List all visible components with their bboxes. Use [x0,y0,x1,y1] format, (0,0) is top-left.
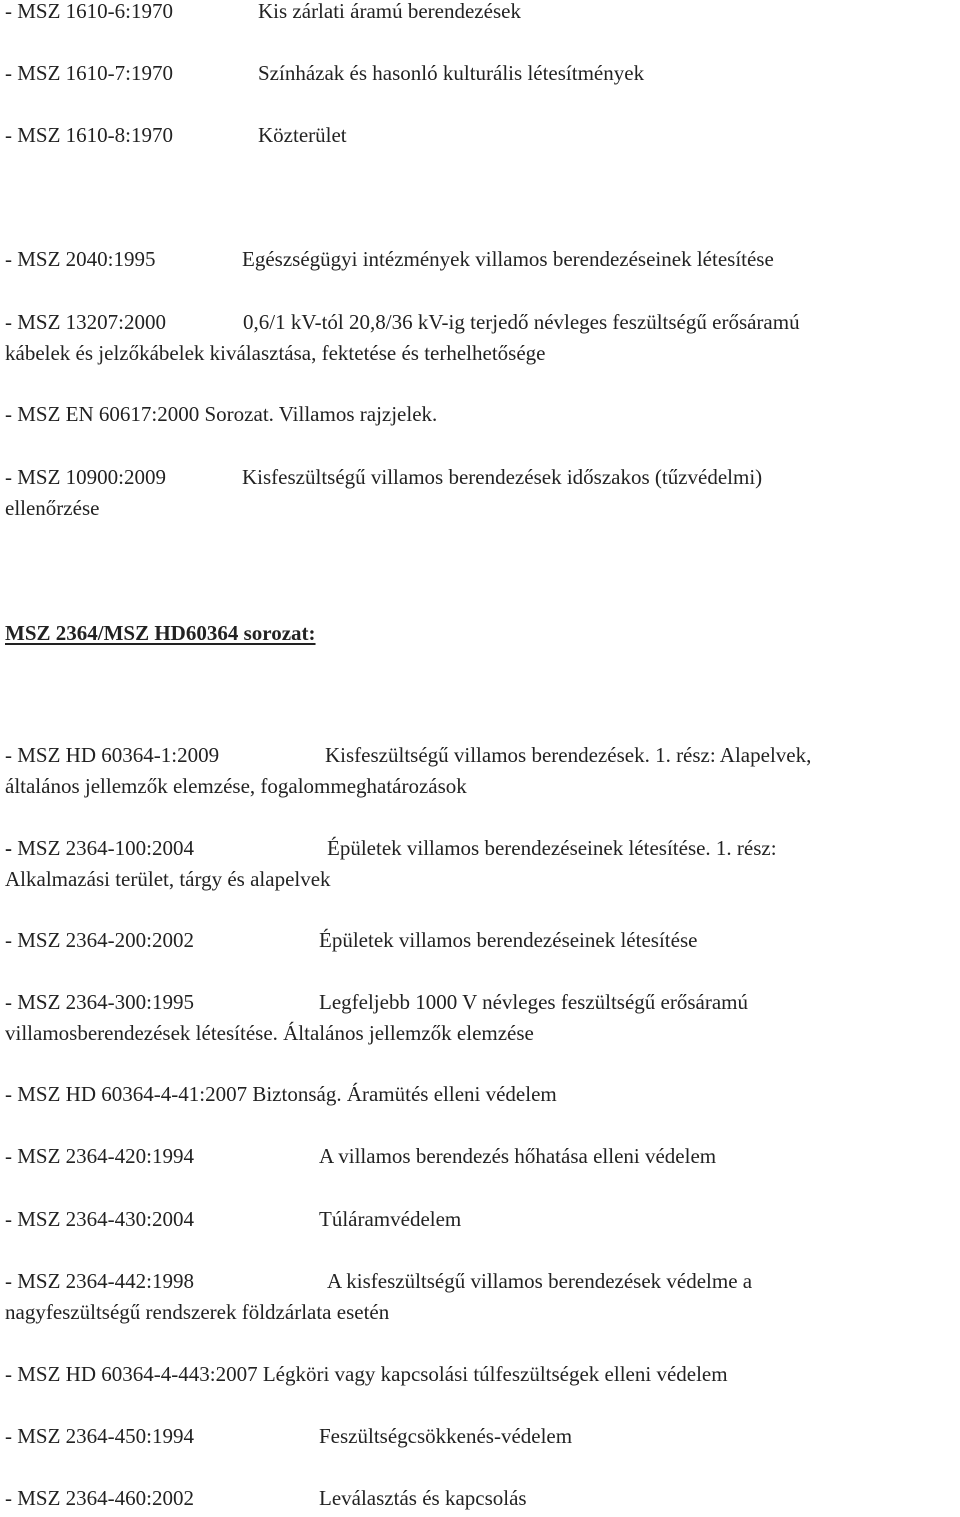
standard-title: Egészségügyi intézmények villamos berendezéseinek létesítése [242,247,774,271]
standard-code: - MSZ 2364-442:1998 [5,1269,194,1293]
standard-entry [5,399,960,430]
standard-title-continued: nagyfeszültségű rendszerek földzárlata esetén [5,1300,390,1324]
standard-entry [5,462,960,524]
standard-title: 0,6/1 kV-tól 20,8/36 kV-ig terjedő névleges feszültségű erősáramú [243,310,800,334]
standard-title: Kisfeszültségű villamos berendezések. 1. rész: Alapelvek, [325,743,812,767]
standard-entry [5,1359,960,1390]
standard-code: - MSZ HD 60364-4-41:2007 Biztonság. Áramütés elleni védelem [5,1082,557,1106]
standard-title-continued: kábelek és jelzőkábelek kiválasztása, fektetése és terhelhetősége [5,341,546,365]
standard-entry [5,58,960,89]
standard-code: - MSZ HD 60364-1:2009 [5,743,220,767]
standard-entry [5,1483,960,1514]
standard-title: Kis zárlati áramú berendezések [258,0,521,23]
standard-title: Legfeljebb 1000 V névleges feszültségű erősáramú [319,990,749,1014]
standard-code: - MSZ 2364-460:2002 [5,1486,194,1510]
standard-entry [5,925,960,956]
standard-code: - MSZ 2364-430:2004 [5,1207,194,1231]
standard-entry [5,244,960,275]
standard-entry [5,833,960,895]
standard-code: - MSZ 13207:2000 [5,310,167,334]
standard-title: Feszültségcsökkenés-védelem [319,1424,573,1448]
standard-entry [5,0,960,27]
standard-entry [5,307,960,369]
standard-code: - MSZ 2364-300:1995 [5,990,194,1014]
standard-title-continued: villamosberendezések létesítése. Általános jellemzők elemzése [5,1021,534,1045]
standard-code: - MSZ 10900:2009 [5,465,167,489]
standard-title: Közterület [258,123,347,147]
standard-code: - MSZ 2364-200:2002 [5,928,194,952]
section-heading: MSZ 2364/MSZ HD60364 sorozat: [5,621,316,645]
standard-title: Színházak és hasonló kulturális létesítmények [258,61,645,85]
standard-entry [5,1079,960,1110]
standard-code: - MSZ 1610-7:1970 [5,61,173,85]
standard-title-continued: ellenőrzése [5,496,100,520]
standard-title-continued: Alkalmazási terület, tárgy és alapelvek [5,867,331,891]
standard-code: - MSZ 2040:1995 [5,247,156,271]
standard-code: MSZ 2364-100:2004 [12,836,195,860]
standard-title: A villamos berendezés hőhatása elleni védelem [319,1144,717,1168]
standard-entry [5,1141,960,1172]
bullet-dash: - [5,836,12,860]
standard-title: Épületek villamos berendezéseinek létesítése [319,928,698,952]
standard-entry [5,1204,960,1235]
standard-entry [5,1421,960,1452]
standard-title: Leválasztás és kapcsolás [319,1486,527,1510]
standard-entry [5,987,960,1049]
standard-title-continued: általános jellemzők elemzése, fogalommeghatározások [5,774,467,798]
standard-code: - MSZ 2364-420:1994 [5,1144,194,1168]
standard-entry [5,740,960,802]
standard-title: Kisfeszültségű villamos berendezések időszakos (tűzvédelmi) [242,465,763,489]
standard-title: Épületek villamos berendezéseinek létesítése. 1. rész: [327,836,777,860]
standard-code: - MSZ 1610-6:1970 [5,0,173,23]
standard-entry [5,120,960,151]
standard-code: - MSZ 2364-450:1994 [5,1424,194,1448]
standard-entry [5,1266,960,1328]
standard-code: - MSZ 1610-8:1970 [5,123,173,147]
standard-title: A kisfeszültségű villamos berendezések védelme a [327,1269,753,1293]
standard-code: - MSZ EN 60617:2000 Sorozat. Villamos rajzjelek. [5,402,438,426]
standard-code: - MSZ HD 60364-4-443:2007 Légköri vagy kapcsolási túlfeszültségek elleni védelem [5,1362,728,1386]
standard-title: Túláramvédelem [319,1207,462,1231]
